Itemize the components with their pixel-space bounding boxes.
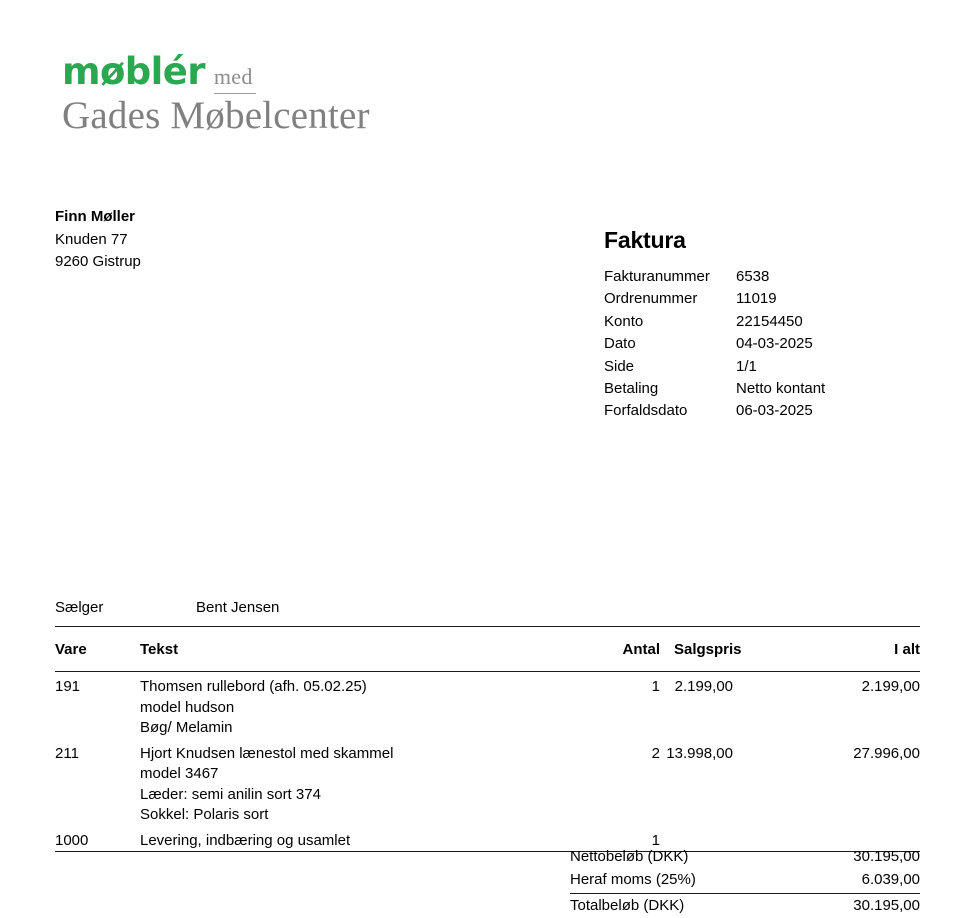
cell-vare: 191 bbox=[55, 678, 81, 695]
invoice-meta-label: Betaling bbox=[604, 380, 659, 398]
seller-row bbox=[55, 598, 920, 618]
cell-tekst bbox=[140, 826, 600, 852]
customer-city: 9260 Gistrup bbox=[55, 253, 141, 270]
totals-label: Heraf moms (25%) bbox=[570, 870, 696, 888]
invoice-meta-value: 11019 bbox=[736, 290, 777, 308]
col-header-tekst: Tekst bbox=[140, 641, 179, 658]
invoice-meta-row bbox=[604, 266, 825, 288]
cell-antal: 1 bbox=[651, 831, 660, 849]
invoice-meta-label: Fakturanummer bbox=[604, 268, 710, 285]
logo-underline bbox=[214, 93, 256, 94]
cell-vare: 1000 bbox=[55, 831, 89, 849]
invoice-meta-label: Side bbox=[604, 357, 635, 375]
totals-value: 6.039,00 bbox=[861, 870, 920, 888]
item-detail-line: Læder: semi anilin sort 374 bbox=[140, 785, 321, 803]
invoice-meta-block bbox=[604, 226, 934, 423]
cell-antal: 2 bbox=[651, 744, 660, 762]
totals-table bbox=[570, 846, 920, 918]
logo-top-line bbox=[62, 52, 370, 96]
totals-value: 30.195,00 bbox=[853, 848, 920, 865]
customer-name: Finn Møller bbox=[55, 208, 135, 225]
customer-street: Knuden 77 bbox=[55, 230, 128, 248]
invoice-meta-value: Netto kontant bbox=[736, 380, 826, 398]
invoice-meta-value: 22154450 bbox=[736, 312, 803, 330]
items-table bbox=[55, 627, 920, 671]
cell-vare: 211 bbox=[55, 744, 79, 762]
table-row bbox=[55, 672, 920, 739]
company-logo bbox=[62, 52, 370, 138]
items-table-body-wrap bbox=[55, 672, 920, 851]
invoice-meta-value: 04-03-2025 bbox=[736, 335, 813, 353]
invoice-meta-value: 06-03-2025 bbox=[736, 402, 813, 420]
invoice-meta-row bbox=[604, 400, 825, 422]
totals-label: Nettobeløb (DKK) bbox=[570, 848, 689, 865]
totals-row bbox=[570, 846, 920, 869]
cell-salgspris: 2.199,00 bbox=[674, 678, 733, 695]
table-row bbox=[55, 739, 920, 826]
items-section bbox=[55, 626, 920, 852]
invoice-meta-table bbox=[604, 266, 825, 423]
item-title: Hjort Knudsen lænestol med skammel bbox=[140, 744, 394, 762]
item-detail-line: Sokkel: Polaris sort bbox=[140, 806, 269, 823]
cell-tekst bbox=[140, 672, 600, 739]
totals-block bbox=[570, 846, 920, 918]
invoice-meta-row bbox=[604, 288, 825, 310]
invoice-meta-row bbox=[604, 311, 825, 333]
col-header-antal: Antal bbox=[622, 641, 660, 658]
invoice-meta-label: Forfaldsdato bbox=[604, 402, 688, 420]
customer-address-block bbox=[55, 206, 141, 274]
item-detail-line: model 3467 bbox=[140, 765, 219, 782]
totals-label: Totalbeløb (DKK) bbox=[570, 897, 685, 914]
invoice-title: Faktura bbox=[604, 227, 686, 253]
cell-salgspris: 13.998,00 bbox=[666, 744, 733, 762]
item-title: Thomsen rullebord (afh. 05.02.25) bbox=[140, 678, 367, 695]
totals-value: 30.195,00 bbox=[853, 897, 920, 914]
logo-med-text: med bbox=[213, 64, 253, 89]
cell-antal: 1 bbox=[651, 678, 660, 695]
col-header-ialt: I alt bbox=[894, 641, 920, 658]
totals-row bbox=[570, 869, 920, 892]
col-header-salgspris: Salgspris bbox=[674, 641, 742, 658]
seller-name: Bent Jensen bbox=[196, 599, 280, 616]
totals-row bbox=[570, 895, 920, 918]
invoice-meta-value: 6538 bbox=[736, 268, 770, 285]
logo-med-wrap bbox=[214, 65, 253, 96]
items-table-head bbox=[55, 627, 920, 671]
cell-ialt: 2.199,00 bbox=[861, 678, 920, 695]
invoice-meta-label: Ordrenummer bbox=[604, 290, 698, 308]
invoice-meta-row bbox=[604, 356, 825, 378]
invoice-meta-row bbox=[604, 378, 825, 400]
item-title: Levering, indbæring og usamlet bbox=[140, 831, 351, 849]
invoice-meta-label: Dato bbox=[604, 335, 636, 353]
item-detail-line: Bøg/ Melamin bbox=[140, 719, 233, 736]
company-name: Gades Møbelcenter bbox=[62, 94, 370, 137]
seller-label: Sælger bbox=[55, 599, 104, 616]
cell-tekst bbox=[140, 739, 600, 826]
cell-ialt: 27.996,00 bbox=[853, 744, 920, 762]
invoice-meta-label: Konto bbox=[604, 312, 644, 330]
item-detail-line: model hudson bbox=[140, 698, 235, 716]
invoice-meta-row bbox=[604, 333, 825, 355]
rule-above-total bbox=[570, 893, 920, 894]
items-header-row bbox=[55, 627, 920, 671]
invoice-meta-value: 1/1 bbox=[736, 357, 757, 375]
brand-wordmark: møblér bbox=[62, 50, 205, 93]
col-header-vare: Vare bbox=[55, 641, 87, 658]
items-table-body bbox=[55, 672, 920, 851]
